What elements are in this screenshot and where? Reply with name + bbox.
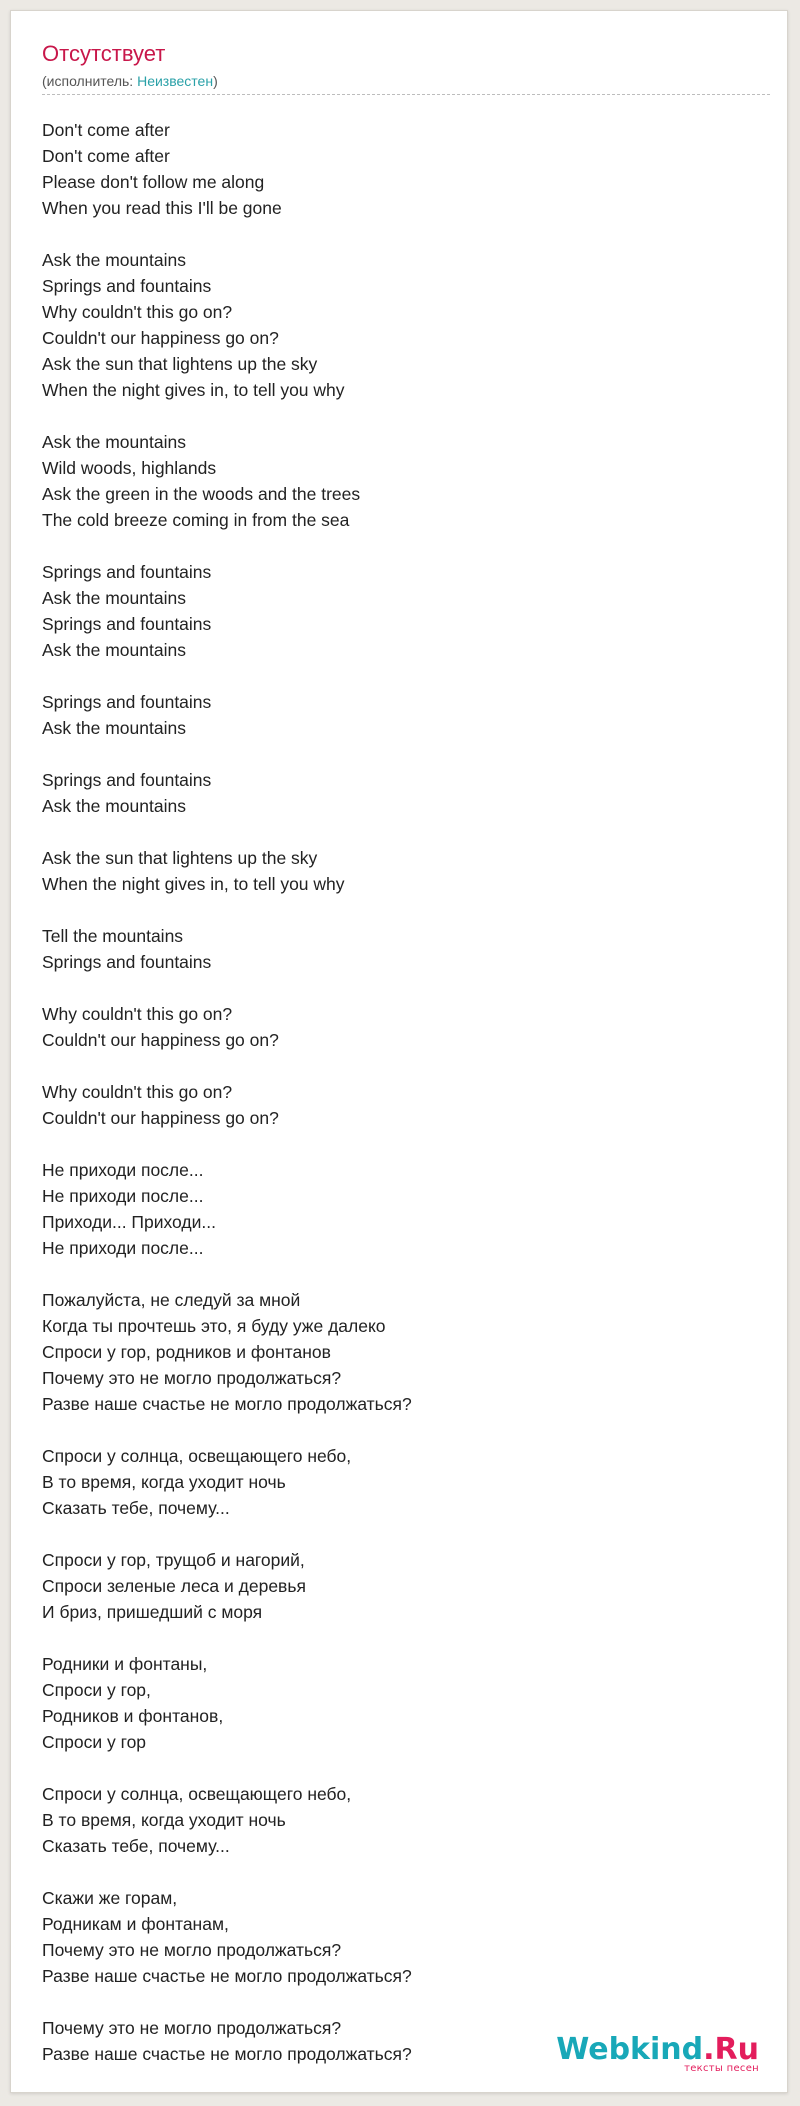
- lyrics-line: Родники и фонтаны,: [42, 1654, 208, 1674]
- logo-tagline: тексты песен: [684, 2063, 759, 2074]
- lyrics-line: Ask the mountains: [42, 640, 186, 660]
- lyrics-line: Springs and fountains: [42, 952, 212, 972]
- lyrics-line: Разве наше счастье не могло продолжаться?: [42, 1394, 412, 1414]
- lyrics-line: Why couldn't this go on?: [42, 1082, 233, 1102]
- lyrics-line: Ask the mountains: [42, 718, 186, 738]
- lyrics-line: Couldn't our happiness go on?: [42, 1108, 279, 1128]
- lyrics-line: В то время, когда уходит ночь: [42, 1810, 286, 1830]
- lyrics-stanza: [42, 1443, 782, 1521]
- lyrics-line: Couldn't our happiness go on?: [42, 1030, 279, 1050]
- lyrics-body: [42, 117, 782, 2093]
- lyrics-line: Ask the mountains: [42, 588, 186, 608]
- lyrics-line: Springs and fountains: [42, 614, 212, 634]
- lyrics-line: Спроси у гор, родников и фонтанов: [42, 1342, 331, 1362]
- lyrics-line: Springs and fountains: [42, 562, 212, 582]
- lyrics-line: И бриз, пришедший с моря: [42, 1602, 263, 1622]
- lyrics-stanza: [42, 689, 782, 741]
- lyrics-line: Springs and fountains: [42, 770, 212, 790]
- lyrics-stanza: [42, 1079, 782, 1131]
- lyrics-line: Springs and fountains: [42, 692, 212, 712]
- lyrics-stanza: [42, 845, 782, 897]
- artist-prefix: (исполнитель:: [42, 73, 138, 89]
- lyrics-card: [10, 10, 788, 2093]
- logo-tld: .Ru: [703, 2032, 759, 2067]
- lyrics-line: Tell the mountains: [42, 926, 184, 946]
- lyrics-line: Родников и фонтанов,: [42, 1706, 224, 1726]
- artist-suffix: ): [213, 73, 218, 89]
- lyrics-line: Don't come after: [42, 146, 170, 166]
- lyrics-stanza: [42, 923, 782, 975]
- lyrics-line: В то время, когда уходит ночь: [42, 1472, 286, 1492]
- logo-name: Webkind: [556, 2032, 704, 2067]
- lyrics-line: Почему это не могло продолжаться?: [42, 2018, 342, 2038]
- lyrics-line: Не приходи после...: [42, 1160, 204, 1180]
- lyrics-line: Скажи же горам,: [42, 1888, 178, 1908]
- lyrics-line: Ask the green in the woods and the trees: [42, 484, 361, 504]
- lyrics-line: Спроси у солнца, освещающего небо,: [42, 1784, 352, 1804]
- lyrics-line: Спроси у гор, трущоб и нагорий,: [42, 1550, 305, 1570]
- lyrics-line: Почему это не могло продолжаться?: [42, 1940, 342, 1960]
- lyrics-stanza: [42, 247, 782, 403]
- lyrics-stanza: [42, 1547, 782, 1625]
- artist-link[interactable]: Неизвестен: [137, 73, 214, 89]
- lyrics-stanza: [42, 1885, 782, 1989]
- lyrics-line: The cold breeze coming in from the sea: [42, 510, 350, 530]
- lyrics-line: Спроси зеленые леса и деревья: [42, 1576, 306, 1596]
- lyrics-line: When the night gives in, to tell you why: [42, 874, 345, 894]
- lyrics-line: Ask the mountains: [42, 796, 186, 816]
- lyrics-stanza: [42, 429, 782, 533]
- lyrics-stanza: [42, 1651, 782, 1755]
- lyrics-stanza: [42, 117, 782, 221]
- lyrics-line: Спроси у гор,: [42, 1680, 151, 1700]
- lyrics-line: Why couldn't this go on?: [42, 302, 233, 322]
- lyrics-line: Don't come after: [42, 120, 170, 140]
- lyrics-stanza: [42, 1157, 782, 1261]
- lyrics-line: Почему это не могло продолжаться?: [42, 1368, 342, 1388]
- lyrics-line: Please don't follow me along: [42, 172, 265, 192]
- lyrics-line: Разве наше счастье не могло продолжаться?: [42, 1966, 412, 1986]
- lyrics-stanza: [42, 1781, 782, 1859]
- lyrics-line: Не приходи после...: [42, 1238, 204, 1258]
- lyrics-line: When you read this I'll be gone: [42, 198, 282, 218]
- song-title: Отсутствует: [42, 41, 166, 66]
- lyrics-stanza: [42, 1287, 782, 1417]
- lyrics-line: When the night gives in, to tell you why: [42, 380, 345, 400]
- lyrics-line: Wild woods, highlands: [42, 458, 217, 478]
- lyrics-stanza: [42, 767, 782, 819]
- lyrics-stanza: [42, 1001, 782, 1053]
- lyrics-line: Разве наше счастье не могло продолжаться?: [42, 2044, 412, 2064]
- artist-line: [42, 73, 770, 95]
- lyrics-line: Сказать тебе, почему...: [42, 1498, 230, 1518]
- logo-wordmark: [556, 2032, 759, 2067]
- lyrics-line: Приходи... Приходи...: [42, 1212, 216, 1232]
- lyrics-line: Родникам и фонтанам,: [42, 1914, 229, 1934]
- lyrics-stanza: [42, 559, 782, 663]
- lyrics-line: Ask the sun that lightens up the sky: [42, 354, 318, 374]
- lyrics-line: Why couldn't this go on?: [42, 1004, 233, 1024]
- lyrics-line: Пожалуйста, не следуй за мной: [42, 1290, 301, 1310]
- lyrics-line: Couldn't our happiness go on?: [42, 328, 279, 348]
- site-logo[interactable]: [556, 2032, 759, 2074]
- lyrics-line: Springs and fountains: [42, 276, 212, 296]
- lyrics-line: Ask the sun that lightens up the sky: [42, 848, 318, 868]
- lyrics-line: Ask the mountains: [42, 432, 186, 452]
- lyrics-line: Ask the mountains: [42, 250, 186, 270]
- lyrics-line: Не приходи после...: [42, 1186, 204, 1206]
- lyrics-line: Сказать тебе, почему...: [42, 1836, 230, 1856]
- lyrics-line: Когда ты прочтешь это, я буду уже далеко: [42, 1316, 386, 1336]
- lyrics-line: Спроси у солнца, освещающего небо,: [42, 1446, 352, 1466]
- lyrics-line: Спроси у гор: [42, 1732, 147, 1752]
